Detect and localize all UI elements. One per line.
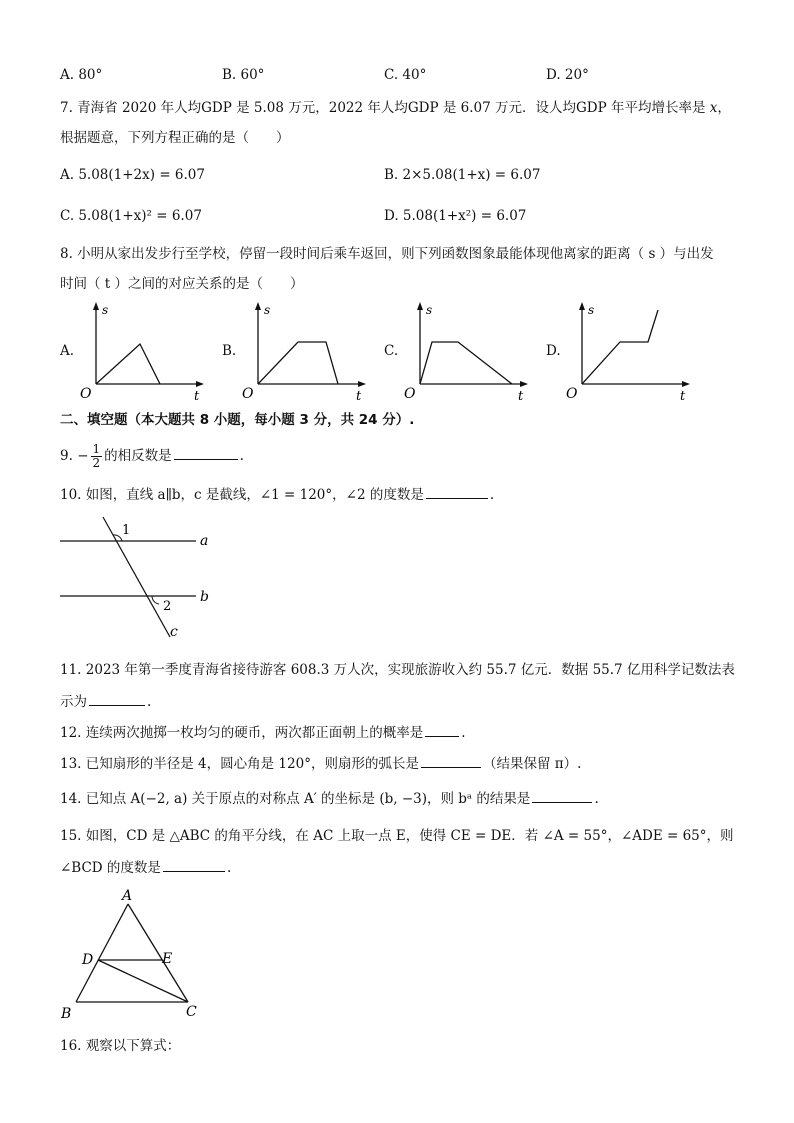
graph-path xyxy=(258,342,338,384)
origin-label: O xyxy=(566,386,578,402)
y-axis-label: s xyxy=(102,303,109,317)
point-b-label: B xyxy=(61,1006,72,1022)
q7-stem-line2: 根据题意，下列方程正确的是（ ） xyxy=(60,130,290,146)
y-axis-arrow xyxy=(417,302,423,310)
y-axis-arrow xyxy=(579,302,585,310)
q14-answer-blank xyxy=(532,788,592,803)
angle-1-label: 1 xyxy=(122,523,131,538)
origin-label: O xyxy=(404,386,416,402)
q8-graph-b xyxy=(240,298,370,406)
q7-option-a: A. 5.08(1+2x) = 6.07 xyxy=(60,167,205,183)
q11-stem-line1: 11. 2023 年第一季度青海省接待游客 608.3 万人次，实现旅游收入约 55.7 亿元．数据 55.7 亿用科学记数法表 xyxy=(60,662,735,678)
q7-stem-line1: 7. 青海省 2020 年人均GDP 是 5.08 万元，2022 年人均GDP 是 6.07 万元．设人均GDP 年平均增长率是 x， xyxy=(60,100,731,116)
y-axis-label: s xyxy=(588,303,595,317)
x-axis-arrow xyxy=(682,381,690,387)
line-a-label: a xyxy=(200,533,209,549)
q9-answer-blank xyxy=(174,445,238,460)
q15-answer-blank xyxy=(163,857,225,872)
q15-figure xyxy=(56,884,216,1024)
line-c-label: c xyxy=(170,624,178,640)
q8-graph-c-label: C. xyxy=(384,343,399,359)
q6-option-b: B. 60° xyxy=(222,67,265,83)
q10-answer-blank xyxy=(426,484,488,499)
q8-graph-b-label: B. xyxy=(222,343,237,359)
line-b-label: b xyxy=(200,589,209,605)
q8-graph-d xyxy=(564,298,694,406)
y-axis-arrow xyxy=(93,302,99,310)
graph-path xyxy=(582,310,658,384)
q14-stem: 14. 已知点 A(−2, a) 关于原点的对称点 A′ 的坐标是 (b, −3)，则 bᵃ 的结果是 . xyxy=(60,788,599,809)
q7-option-c: C. 5.08(1+x)² = 6.07 xyxy=(60,208,202,224)
x-axis-arrow xyxy=(196,381,204,387)
point-a-label: A xyxy=(122,888,133,904)
q6-option-c: C. 40° xyxy=(384,67,427,83)
q15-stem-line2: ∠BCD 的度数是 . xyxy=(60,857,231,878)
q13-answer-blank xyxy=(421,753,481,768)
q8-graph-d-label: D. xyxy=(546,343,561,359)
x-axis-label: t xyxy=(680,389,686,404)
q8-graph-c xyxy=(402,298,532,406)
origin-label: O xyxy=(80,386,92,402)
x-axis-arrow xyxy=(358,381,366,387)
y-axis-label: s xyxy=(264,303,271,317)
q15-stem-line1: 15. 如图，CD 是 △ABC 的角平分线，在 AC 上取一点 E，使得 CE = DE．若 ∠A = 55°，∠ADE = 65°，则 xyxy=(60,828,734,844)
q8-graph-a-label: A. xyxy=(60,343,75,359)
origin-label: O xyxy=(242,386,254,402)
point-e-label: E xyxy=(162,951,173,967)
q8-stem-line2: 时间（ t ）之间的对应关系的是（ ） xyxy=(60,276,304,292)
q10-stem: 10. 如图，直线 a∥b，c 是截线，∠1 = 120°，∠2 的度数是 . xyxy=(60,484,494,505)
angle-2-arc xyxy=(152,596,159,604)
q11-stem-line2: 示为 . xyxy=(60,691,151,712)
q12-answer-blank xyxy=(425,722,459,737)
q11-answer-blank xyxy=(89,691,145,706)
point-c-label: C xyxy=(186,1004,197,1020)
angle-2-label: 2 xyxy=(163,599,172,614)
q8-graph-a xyxy=(78,298,208,406)
section-2-heading: 二、填空题（本大题共 8 小题，每小题 3 分，共 24 分）. xyxy=(60,412,415,428)
x-axis-label: t xyxy=(518,389,524,404)
graph-path xyxy=(96,344,160,384)
x-axis-arrow xyxy=(520,381,528,387)
q16-stem: 16. 观察以下算式： xyxy=(60,1038,181,1054)
q9-stem: 9. − $\frac{1}{2}$ 的相反数是 . xyxy=(60,442,244,470)
q6-option-a: A. 80° xyxy=(60,67,103,83)
q8-stem-line1: 8. 小明从家出发步行至学校，停留一段时间后乘车返回，则下列函数图象最能体现他离家的距离（ s ）与出发 xyxy=(60,246,714,262)
y-axis-arrow xyxy=(255,302,261,310)
q10-figure xyxy=(56,512,226,644)
point-d-label: D xyxy=(82,952,94,968)
q7-option-b: B. 2×5.08(1+x) = 6.07 xyxy=(384,167,541,183)
q7-option-d: D. 5.08(1+x²) = 6.07 xyxy=(384,208,527,224)
x-axis-label: t xyxy=(194,389,200,404)
q13-stem: 13. 已知扇形的半径是 4，圆心角是 120°，则扇形的弧长是 （结果保留 π）. xyxy=(60,753,581,774)
x-axis-label: t xyxy=(356,389,362,404)
graph-path xyxy=(420,342,512,384)
y-axis-label: s xyxy=(426,303,433,317)
q9-fraction: $\frac{1}{2}$ xyxy=(92,442,101,470)
q6-option-d: D. 20° xyxy=(546,67,589,83)
q12-stem: 12. 连续两次抛掷一枚均匀的硬币，两次都正面朝上的概率是 . xyxy=(60,722,466,743)
